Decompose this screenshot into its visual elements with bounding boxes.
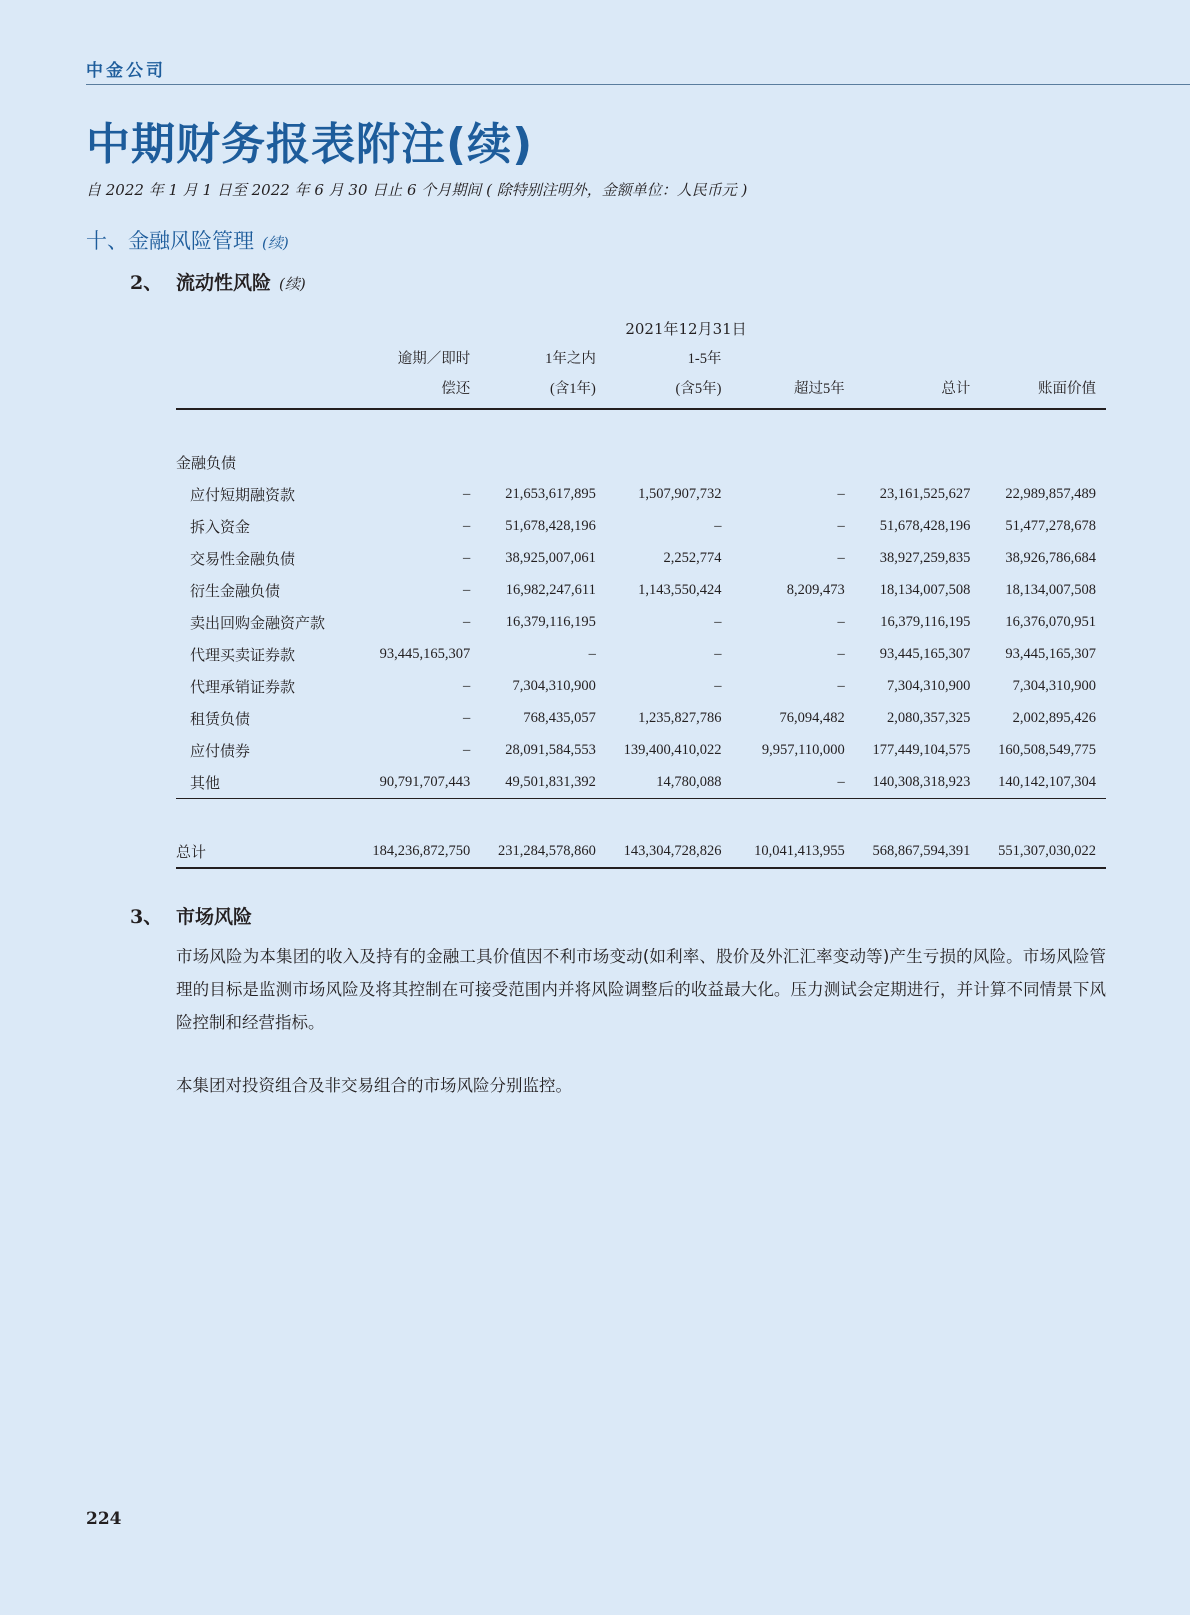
liquidity-risk-table [176,344,1106,869]
company-name: 中金公司 [86,61,166,81]
table-row [176,542,1106,574]
table-date-header: 2021年12月31日 [625,320,747,338]
header-over-5yr: 超过5年 [731,344,854,409]
group-label: 金融负债 [176,453,237,472]
row-value-c5: 2,080,357,325 [886,709,971,726]
header-total: 总计 [855,344,981,409]
row-value-c1: – [463,709,471,726]
row-value-c6: 38,926,786,684 [1005,549,1096,566]
row-value-c3: – [714,677,722,694]
row-value-c2: 28,091,584,553 [505,741,596,758]
row-value-c1: – [463,581,471,598]
subsection-2-continued: (续) [279,275,306,293]
row-value-c3: 2,252,774 [663,549,722,566]
header-carrying-value: 账面价值 [980,344,1106,409]
row-value-c5: 51,678,428,196 [879,517,971,534]
row-label: 交易性金融负债 [190,549,296,568]
row-value-c6: 16,376,070,951 [1005,613,1096,630]
row-value-c1: – [463,613,471,630]
row-value-c6: 93,445,165,307 [1005,645,1096,662]
row-label: 代理买卖证券款 [190,645,296,664]
row-label: 应付短期融资款 [190,485,296,504]
row-value-c1: 93,445,165,307 [379,645,471,662]
row-value-c3: 1,507,907,732 [638,485,722,502]
row-value-c4: 76,094,482 [779,709,845,726]
subsection-2-title: 流动性风险 [176,272,272,294]
table-row [176,766,1106,799]
subsection-2-number: 2、 [130,272,163,294]
row-value-c6: 2,002,895,426 [1012,709,1096,726]
row-value-c2: 51,678,428,196 [505,517,596,534]
row-value-c1: – [463,549,471,566]
row-value-c5: 177,449,104,575 [872,741,971,758]
row-value-c2: 16,982,247,611 [505,581,596,598]
row-value-c3: 1,235,827,786 [638,709,722,726]
row-value-c4: – [837,549,845,566]
table-row [176,734,1106,766]
row-value-c3: – [714,517,722,534]
row-value-c3: 14,780,088 [606,766,732,799]
table-row [176,638,1106,670]
row-value-c4: – [837,485,845,502]
total-row [176,835,1106,868]
row-value-c5: 93,445,165,307 [879,645,971,662]
total-value-c4: 10,041,413,955 [731,835,854,868]
row-value-c2: 38,925,007,061 [505,549,596,566]
row-value-c2: 768,435,057 [523,709,596,726]
table-row [176,574,1106,606]
row-value-c3: – [714,613,722,630]
table-row [176,670,1106,702]
row-value-c2: 16,379,116,195 [505,613,596,630]
row-value-c2: 21,653,617,895 [505,485,596,502]
spacer-row [176,409,1106,446]
row-label: 衍生金融负债 [190,581,281,600]
row-value-c6: 160,508,549,775 [998,741,1096,758]
row-value-c5: 18,134,007,508 [879,581,971,598]
total-value-c1: 184,236,872,750 [355,835,481,868]
row-value-c4: 8,209,473 [786,581,845,598]
header-1-5yr: 1-5年 (含5年) [606,344,732,409]
header-within-1yr: 1年之内 (含1年) [480,344,606,409]
page-title: 中期财务报表附注(续) [86,119,534,170]
row-value-c4: – [837,613,845,630]
row-label: 代理承销证券款 [190,677,296,696]
row-value-c3: 1,143,550,424 [638,581,722,598]
total-value-c3: 143,304,728,826 [606,835,732,868]
table-row [176,702,1106,734]
section-continued: (续) [262,234,289,252]
row-label: 其他 [176,766,355,799]
page-number: 224 [86,1509,122,1529]
row-value-c3: – [714,645,722,662]
row-value-c5: 16,379,116,195 [880,613,971,630]
row-value-c4: – [837,645,845,662]
header-label-col [176,344,355,409]
table-header-row [176,344,1106,409]
header-divider [86,84,1190,85]
group-row [176,446,1106,478]
row-value-c6: 22,989,857,489 [1005,485,1096,502]
row-value-c1: – [463,485,471,502]
row-value-c5: 38,927,259,835 [879,549,971,566]
market-risk-paragraph-1: 市场风险为本集团的收入及持有的金融工具价值因不利市场变动(如利率、股价及外汇汇率变动等)产生亏损的风险。市场风险管理的目标是监测市场风险及将其控制在可接受范围内并将风险调整后的收益最大化。压力测试会定期进行，并计算不同情景下风险控制和经营指标。 [176,947,1106,1032]
row-value-c1: – [463,741,471,758]
page-subtitle: 自 2022 年 1 月 1 日至 2022 年 6 月 30 日止 6 个月期间 ( 除特别注明外，金额单位：人民币元 ) [86,181,748,199]
row-value-c4: 9,957,110,000 [761,741,845,758]
row-value-c5: 7,304,310,900 [886,677,971,694]
row-value-c4: – [837,517,845,534]
row-value-c2: 49,501,831,392 [480,766,606,799]
subsection-3-number: 3、 [130,906,163,928]
row-value-c3: 139,400,410,022 [623,741,722,758]
section-title: 十、金融风险管理 [86,229,254,253]
subsection-3-title: 市场风险 [176,906,253,928]
row-label: 应付债券 [190,741,251,760]
row-value-c1: 90,791,707,443 [355,766,481,799]
total-value-c6: 551,307,030,022 [980,835,1106,868]
total-label: 总计 [176,835,355,868]
row-value-c2: 7,304,310,900 [512,677,596,694]
total-value-c5: 568,867,594,391 [855,835,981,868]
row-value-c5: 23,161,525,627 [879,485,971,502]
row-value-c6: 18,134,007,508 [1005,581,1096,598]
row-value-c2: – [588,645,596,662]
row-label: 租赁负债 [190,709,251,728]
row-value-c6: 7,304,310,900 [1012,677,1096,694]
row-value-c5: 140,308,318,923 [855,766,981,799]
row-value-c4: – [837,677,845,694]
table-row [176,478,1106,510]
row-label: 拆入资金 [190,517,251,536]
subsection-2-heading [176,268,306,295]
row-label: 卖出回购金融资产款 [190,613,326,632]
table-row [176,606,1106,638]
table-row [176,510,1106,542]
section-heading [86,225,289,255]
row-value-c6: 140,142,107,304 [980,766,1106,799]
row-value-c1: – [463,677,471,694]
header-overdue: 逾期／即时 偿还 [355,344,481,409]
row-value-c6: 51,477,278,678 [1005,517,1096,534]
total-value-c2: 231,284,578,860 [480,835,606,868]
row-value-c4: – [731,766,854,799]
row-value-c1: – [463,517,471,534]
market-risk-paragraph-2: 本集团对投资组合及非交易组合的市场风险分别监控。 [176,1076,572,1095]
spacer-row [176,799,1106,836]
